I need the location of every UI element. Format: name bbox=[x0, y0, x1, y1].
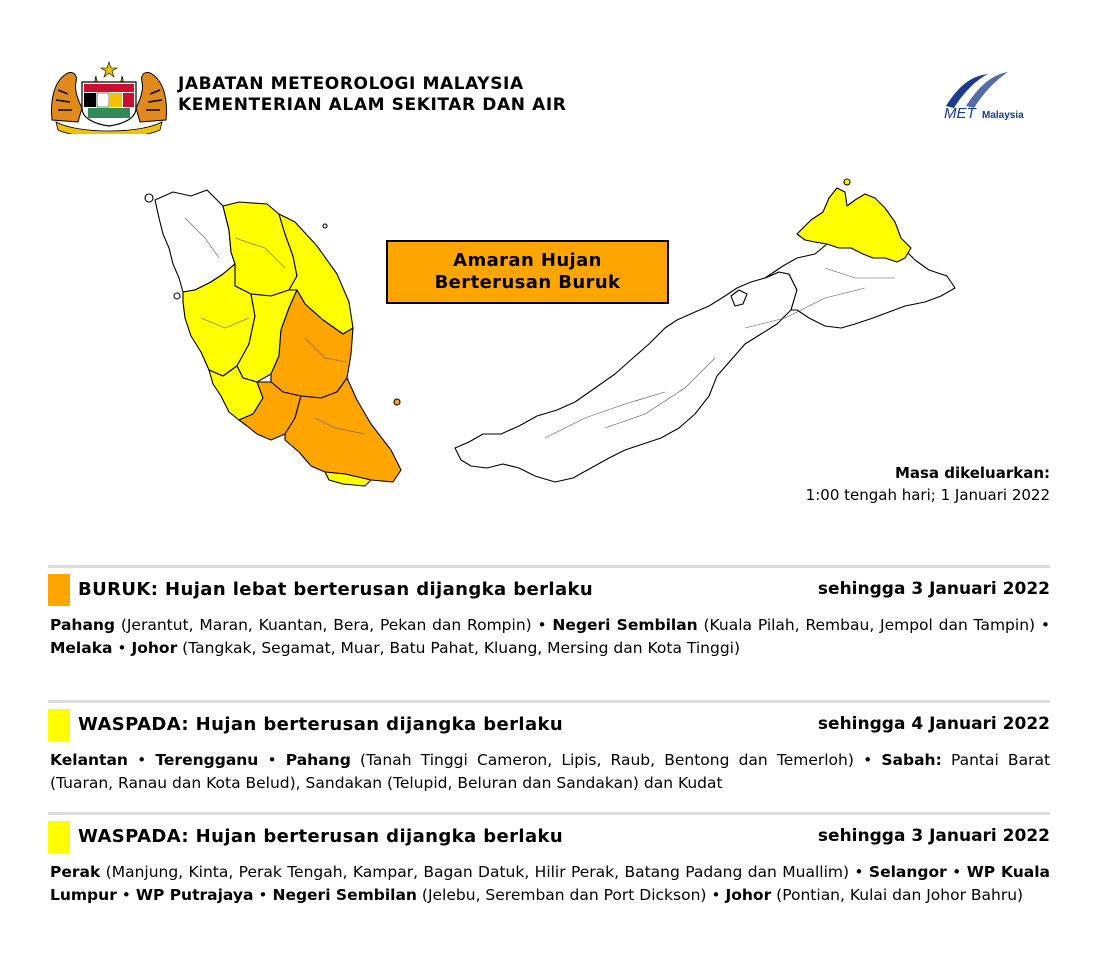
area-state: Pahang bbox=[285, 751, 351, 769]
warning-title-box bbox=[386, 240, 669, 304]
area-state: Negeri Sembilan bbox=[552, 616, 698, 634]
section-divider bbox=[48, 565, 1050, 568]
severity-marker bbox=[48, 821, 70, 853]
area-state: Selangor bbox=[868, 863, 947, 881]
logo-subtext: Malaysia bbox=[982, 110, 1024, 121]
section-divider bbox=[48, 700, 1050, 703]
island-banggi bbox=[844, 179, 850, 185]
area-state: Terengganu bbox=[155, 751, 259, 769]
warning-section-severe bbox=[48, 565, 1050, 659]
warning-section-alert-2 bbox=[48, 812, 1050, 906]
section-until: sehingga 3 Januari 2022 bbox=[817, 826, 1050, 846]
severity-marker bbox=[48, 709, 70, 741]
issue-time-value: 1:00 tengah hari; 1 Januari 2022 bbox=[805, 486, 1050, 504]
warning-section-alert-1 bbox=[48, 700, 1050, 794]
island-penang bbox=[174, 293, 180, 299]
warning-title-line2: Berterusan Buruk bbox=[434, 272, 621, 293]
area-districts: (Pontian, Kulai dan Johor Bahru) bbox=[776, 885, 1024, 904]
coat-of-arms-icon bbox=[48, 60, 170, 134]
area-state: WP Kuala Lumpur bbox=[50, 863, 1050, 904]
organization-name bbox=[178, 74, 566, 116]
department-name: JABATAN METEOROLOGI MALAYSIA bbox=[178, 74, 524, 94]
section-title: BURUK: Hujan lebat berterusan dijangka berlaku bbox=[78, 579, 594, 600]
met-malaysia-logo bbox=[936, 66, 1051, 122]
warning-map bbox=[125, 178, 965, 498]
section-header bbox=[48, 574, 1050, 606]
section-until: sehingga 3 Januari 2022 bbox=[817, 579, 1050, 599]
section-until: sehingga 4 Januari 2022 bbox=[817, 714, 1050, 734]
section-header bbox=[48, 821, 1050, 853]
section-areas: Kelantan • Terengganu • Pahang (Tanah Tinggi Cameron, Lipis, Raub, Bentong dan Temerloh) • Sabah: Pantai Barat (Tuaran, Ranau dan Kota Belud), Sandakan (Telupid, Beluran dan Sandakan) dan Kudat bbox=[50, 751, 1051, 792]
severity-marker bbox=[48, 574, 70, 606]
area-districts: (Jelebu, Seremban dan Port Dickson) bbox=[421, 885, 707, 904]
island-redang bbox=[323, 224, 327, 228]
warning-title-line1: Amaran Hujan bbox=[453, 250, 602, 271]
area-state: Negeri Sembilan bbox=[272, 885, 417, 904]
area-state: Pahang bbox=[50, 616, 116, 634]
area-districts: (Jerantut, Maran, Kuantan, Bera, Pekan dan Rompin) bbox=[120, 616, 532, 634]
island-tioman bbox=[394, 399, 400, 405]
section-divider bbox=[48, 812, 1050, 815]
section-areas: Perak (Manjung, Kinta, Perak Tengah, Kampar, Bagan Datuk, Hilir Perak, Batang Padang dan Muallim) • Selangor • WP Kuala Lumpur • WP Putrajaya • Negeri Sembilan (Jelebu, Seremban dan Port Dickson) • Johor (Pontian, Kulai dan Johor Bahru) bbox=[50, 863, 1050, 904]
area-state: Johor bbox=[131, 638, 178, 657]
issue-time bbox=[806, 462, 1050, 506]
island-langkawi bbox=[145, 194, 153, 202]
section-title: WASPADA: Hujan berterusan dijangka berlaku bbox=[78, 826, 564, 847]
section-title: WASPADA: Hujan berterusan dijangka berlaku bbox=[78, 714, 564, 735]
area-state: Kelantan bbox=[50, 751, 128, 769]
header bbox=[48, 60, 1058, 140]
malaysia-map bbox=[125, 178, 965, 498]
section-header bbox=[48, 709, 1050, 741]
logo-text: MET bbox=[944, 105, 976, 122]
area-state: WP Putrajaya bbox=[135, 885, 254, 904]
area-state: Sabah: bbox=[881, 751, 942, 769]
issue-time-label: Masa dikeluarkan: bbox=[894, 464, 1050, 482]
section-areas: Pahang (Jerantut, Maran, Kuantan, Bera, Pekan dan Rompin) • Negeri Sembilan (Kuala Pilah, Rembau, Jempol dan Tampin) • Melaka • Johor (Tangkak, Segamat, Muar, Batu Pahat, Kluang, Mersing dan Kota Tinggi) bbox=[50, 616, 1050, 657]
area-state: Johor bbox=[725, 885, 772, 904]
area-districts: (Manjung, Kinta, Perak Tengah, Kampar, Bagan Datuk, Hilir Perak, Batang Padang dan Muallim) bbox=[105, 863, 850, 881]
ministry-name: KEMENTERIAN ALAM SEKITAR DAN AIR bbox=[178, 95, 567, 115]
area-state: Perak bbox=[50, 863, 101, 881]
area-state: Melaka bbox=[50, 638, 113, 657]
area-districts: (Kuala Pilah, Rembau, Jempol dan Tampin) bbox=[703, 616, 1036, 634]
area-districts: (Tanah Tinggi Cameron, Lipis, Raub, Bentong dan Temerloh) bbox=[359, 751, 854, 769]
area-districts: (Tangkak, Segamat, Muar, Batu Pahat, Kluang, Mersing dan Kota Tinggi) bbox=[182, 638, 741, 657]
area-districts: Pantai Barat (Tuaran, Ranau dan Kota Belud), Sandakan (Telupid, Beluran dan Sandakan) dan Kudat bbox=[50, 751, 1051, 792]
